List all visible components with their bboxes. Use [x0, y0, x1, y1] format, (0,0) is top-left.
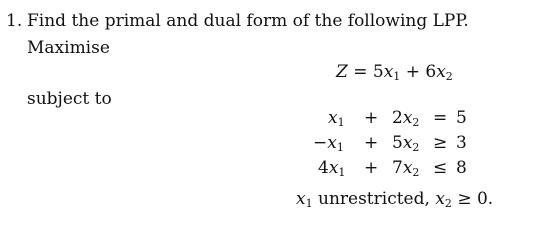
- constraint-term1: [328, 108, 345, 129]
- final-text1: unrestricted,: [312, 189, 436, 209]
- objective-coef1: 5: [372, 62, 384, 82]
- constraint-coef: 7: [392, 158, 403, 178]
- constraint-plus: +: [364, 108, 379, 128]
- constraint-rhs: 3: [456, 133, 467, 153]
- constraint-term2: [392, 158, 419, 179]
- constraint-term2: [392, 133, 419, 154]
- constraint-rhs: 8: [456, 158, 467, 178]
- constraint-plus: +: [364, 133, 379, 153]
- constraint-var: x: [402, 108, 413, 128]
- problem-number: 1.: [6, 11, 23, 31]
- constraint-sub: 2: [412, 166, 420, 179]
- constraint-sub: 1: [337, 116, 345, 129]
- constraint-var: x: [328, 108, 338, 128]
- objective-plus: +: [405, 62, 420, 82]
- constraint-coef: 2: [392, 108, 403, 128]
- constraint-var: x: [402, 133, 413, 153]
- subject-to-label: subject to: [27, 89, 112, 109]
- constraint-coef: 5: [392, 133, 403, 153]
- sign-restrictions: [296, 189, 493, 210]
- constraint-sub: 1: [336, 141, 344, 154]
- constraint-sign: −: [313, 133, 328, 153]
- constraint-sub: 1: [338, 166, 346, 179]
- objective-sub2: 2: [445, 70, 453, 83]
- final-var2: x: [435, 189, 445, 209]
- constraint-relation: ≤: [433, 158, 448, 178]
- objective-var1: x: [383, 62, 394, 82]
- final-var1: x: [296, 189, 306, 209]
- objective-coef2: 6: [425, 62, 437, 82]
- objective-equals: =: [353, 62, 368, 82]
- constraint-term1: [313, 133, 344, 154]
- constraint-var: x: [402, 158, 413, 178]
- final-sub2: 2: [444, 197, 452, 210]
- constraint-relation: ≥: [433, 133, 448, 153]
- constraint-var: x: [328, 158, 339, 178]
- constraint-sub: 2: [412, 116, 420, 129]
- constraint-sub: 2: [412, 141, 420, 154]
- objective-sub1: 1: [393, 70, 401, 83]
- final-relation: ≥: [457, 189, 472, 209]
- constraint-term1: [318, 158, 345, 179]
- constraint-plus: +: [364, 158, 379, 178]
- constraint-relation: =: [433, 108, 448, 128]
- problem-question: Find the primal and dual form of the following LPP.: [27, 11, 469, 31]
- constraint-coef: 4: [318, 158, 329, 178]
- constraint-var: x: [327, 133, 337, 153]
- objective-lhs: Z: [336, 62, 348, 82]
- final-sub1: 1: [305, 197, 313, 210]
- final-value: 0.: [476, 189, 494, 209]
- objective-function: [336, 62, 453, 83]
- constraint-term2: [392, 108, 419, 129]
- constraint-rhs: 5: [456, 108, 467, 128]
- objective-var2: x: [436, 62, 446, 82]
- maximise-label: Maximise: [27, 38, 110, 58]
